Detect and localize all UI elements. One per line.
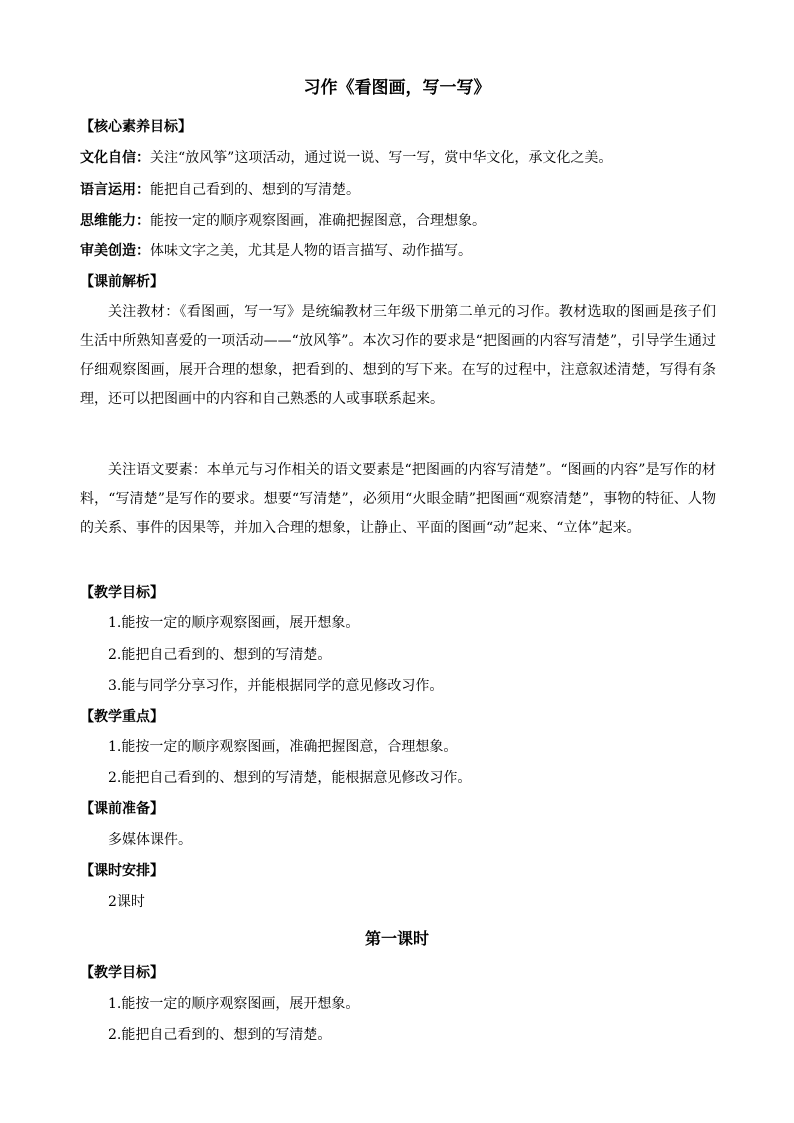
analysis-paragraph-textbook: 关注教材：《看图画，写一写》是统编教材三年级下册第二单元的习作。教材选取的图画是孩子们生活中所熟知喜爱的一项活动——“放风筝”。本次习作的要求是“把图画的内容写清楚”，引导学生通过仔细观察图画，展开合理的想象，把看到的、想到的写下来。在写的过程中，注意叙述清楚，写得有条理，还可以把图画中的内容和自己熟悉的人或事联系起来。 (80, 304, 716, 407)
core-goal-text: 关注“放风筝”这项活动，通过说一说、写一写，赏中华文化，承文化之美。 (150, 150, 613, 166)
section-heading-key-points: 【教学重点】 (80, 709, 164, 725)
teaching-goal-item: 3.能与同学分享习作，并能根据同学的意见修改习作。 (108, 678, 444, 694)
section-heading-preparation: 【课前准备】 (80, 801, 164, 817)
teaching-goal-item: 2.能把自己看到的、想到的写清楚。 (108, 647, 332, 663)
teaching-goal-item: 1.能按一定的顺序观察图画，展开想象。 (108, 615, 360, 631)
section-heading-schedule: 【课时安排】 (80, 863, 164, 879)
lesson-goal-item: 1.能按一定的顺序观察图画，展开想象。 (108, 996, 360, 1012)
lesson-goal-item: 2.能把自己看到的、想到的写清楚。 (108, 1027, 332, 1043)
core-goal-text: 能按一定的顺序观察图画，准确把握图意，合理想象。 (150, 213, 486, 229)
analysis-paragraph-elements: 关注语文要素：本单元与习作相关的语文要素是“把图画的内容写清楚”。“图画的内容”是写作的材料，“写清楚”是写作的要求。想要“写清楚”，必须用“火眼金睛”把图画“观察清楚”，事物的特征、人物的关系、事件的因果等，并加入合理的想象，让静止、平面的图画“动”起来、“立体”起来。 (80, 462, 716, 536)
core-goal-label: 思维能力： (80, 213, 150, 229)
core-goal-label: 文化自信： (80, 150, 150, 166)
lesson-title: 第一课时 (364, 929, 429, 948)
core-goal-language (80, 180, 720, 200)
schedule-text: 2课时 (108, 894, 145, 910)
core-goal-thinking (80, 211, 720, 231)
core-goal-text: 体味文字之美，尤其是人物的语言描写、动作描写。 (150, 243, 472, 259)
core-goal-aesthetic (80, 241, 720, 261)
key-point-item: 2.能把自己看到的、想到的写清楚，能根据意见修改习作。 (108, 770, 472, 786)
core-goal-text: 能把自己看到的、想到的写清楚。 (150, 182, 360, 198)
core-goal-culture (80, 148, 720, 168)
section-heading-core-goals: 【核心素养目标】 (80, 119, 192, 135)
core-goal-label: 审美创造： (80, 243, 150, 259)
key-point-item: 1.能按一定的顺序观察图画，准确把握图意，合理想象。 (108, 739, 458, 755)
document-title: 习作《看图画，写一写》 (303, 78, 491, 98)
section-heading-lesson1-goals: 【教学目标】 (80, 965, 164, 981)
section-heading-analysis: 【课前解析】 (80, 274, 164, 290)
core-goal-label: 语言运用： (80, 182, 150, 198)
section-heading-teaching-goals: 【教学目标】 (80, 585, 164, 601)
preparation-text: 多媒体课件。 (108, 832, 192, 848)
